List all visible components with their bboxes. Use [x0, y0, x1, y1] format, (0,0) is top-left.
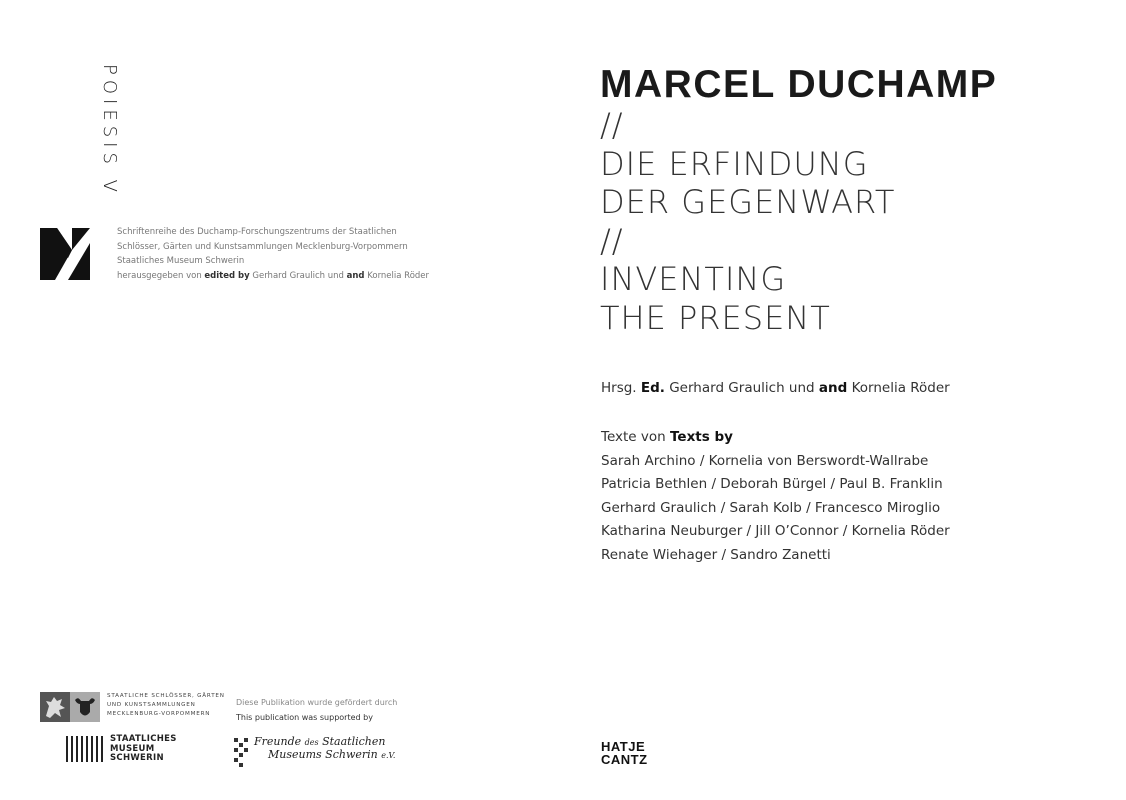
authors-line: Sarah Archino / Kornelia von Berswordt-Wallrabe — [601, 452, 929, 469]
museum-logo — [66, 735, 177, 764]
authors-line: Renate Wiehager / Sandro Zanetti — [601, 546, 831, 563]
editors-line — [601, 380, 950, 396]
series-editor-1: Gerhard Graulich — [252, 270, 326, 281]
ssg-logo-text — [107, 692, 225, 719]
museum-logo-text — [110, 735, 177, 764]
ssg-logo-line-2: UND KUNSTSAMMLUNGEN — [107, 702, 196, 708]
editors-label-de: Hrsg. — [601, 380, 637, 396]
editor-1: Gerhard Graulich — [669, 380, 785, 396]
authors-line: Patricia Bethlen / Deborah Bürgel / Paul B. Franklin — [601, 476, 943, 493]
subtitle-line-en-2: THE PRESENT — [600, 298, 831, 337]
publisher-logo — [601, 740, 648, 766]
griffin-icon — [40, 692, 70, 722]
editor-2: Kornelia Röder — [851, 380, 950, 396]
freunde-logo — [234, 736, 395, 767]
ssg-logo-line-1: STAATLICHE SCHLÖSSER, GÄRTEN — [107, 693, 225, 699]
book-subtitle — [600, 106, 895, 337]
series-info-line-1: Schriftenreihe des Duchamp-Forschungszentrums der Staatlichen — [117, 227, 397, 237]
authors-heading — [601, 426, 950, 450]
authors-heading-de: Texte von — [601, 429, 666, 445]
support-note-en: This publication was supported by — [236, 713, 373, 722]
freunde-logo-line-2: Museums Schwerin e.V. — [268, 748, 396, 761]
subtitle-separator: // — [600, 106, 624, 144]
subtitle-line-en-1: INVENTING — [600, 260, 787, 298]
dot-grid-icon — [234, 738, 248, 767]
edited-by-de: herausgegeben von — [117, 270, 202, 281]
series-info — [117, 225, 429, 283]
support-note-de: Diese Publikation wurde gefördert durch — [236, 698, 398, 707]
subtitle-line-de-2: DER GEGENWART — [600, 183, 896, 221]
barcode-mark-icon — [66, 736, 103, 762]
heraldic-emblem-icon — [40, 692, 100, 722]
museum-logo-line-2: MUSEUM — [110, 743, 155, 754]
authors-heading-en: Texts by — [670, 429, 733, 445]
subtitle-line-de-1: DIE ERFINDUNG — [600, 144, 869, 183]
ssg-logo-line-3: MECKLENBURG-VORPOMMERN — [107, 711, 211, 717]
conjunction-en: and — [346, 270, 365, 281]
freunde-logo-line-1: Freunde des Staatlichen — [254, 735, 386, 748]
subtitle-separator: // — [600, 221, 624, 260]
freunde-logo-text — [254, 736, 395, 762]
series-title: POIESIS V — [99, 64, 120, 197]
book-title: MARCEL DUCHAMP — [600, 63, 998, 106]
editors-label-en: Ed. — [640, 380, 665, 396]
ssg-logo — [40, 692, 225, 722]
museum-logo-line-1: STAATLICHES — [110, 734, 177, 744]
museum-logo-line-3: SCHWERIN — [110, 753, 164, 763]
authors-block — [601, 426, 950, 568]
publisher-line-2: CANTZ — [601, 752, 648, 767]
authors-line: Gerhard Graulich / Sarah Kolb / Francesco Miroglio — [601, 499, 941, 516]
support-note — [236, 695, 397, 725]
conjunction-en: and — [818, 380, 848, 396]
bull-head-icon — [70, 692, 100, 722]
series-editor-2: Kornelia Röder — [367, 270, 430, 281]
series-info-line-2: Schlösser, Gärten und Kunstsammlungen Mecklenburg-Vorpommern — [117, 241, 408, 252]
publisher-line-1: HATJE — [601, 739, 646, 754]
series-info-line-3: Staatliches Museum Schwerin — [117, 256, 245, 266]
conjunction-de: und — [327, 270, 344, 281]
conjunction-de: und — [788, 380, 815, 396]
edited-by-en: edited by — [204, 270, 250, 281]
series-info-line-4 — [117, 269, 429, 284]
series-logo-icon — [40, 228, 90, 280]
authors-line: Katharina Neuburger / Jill O’Connor / Kornelia Röder — [601, 523, 950, 540]
